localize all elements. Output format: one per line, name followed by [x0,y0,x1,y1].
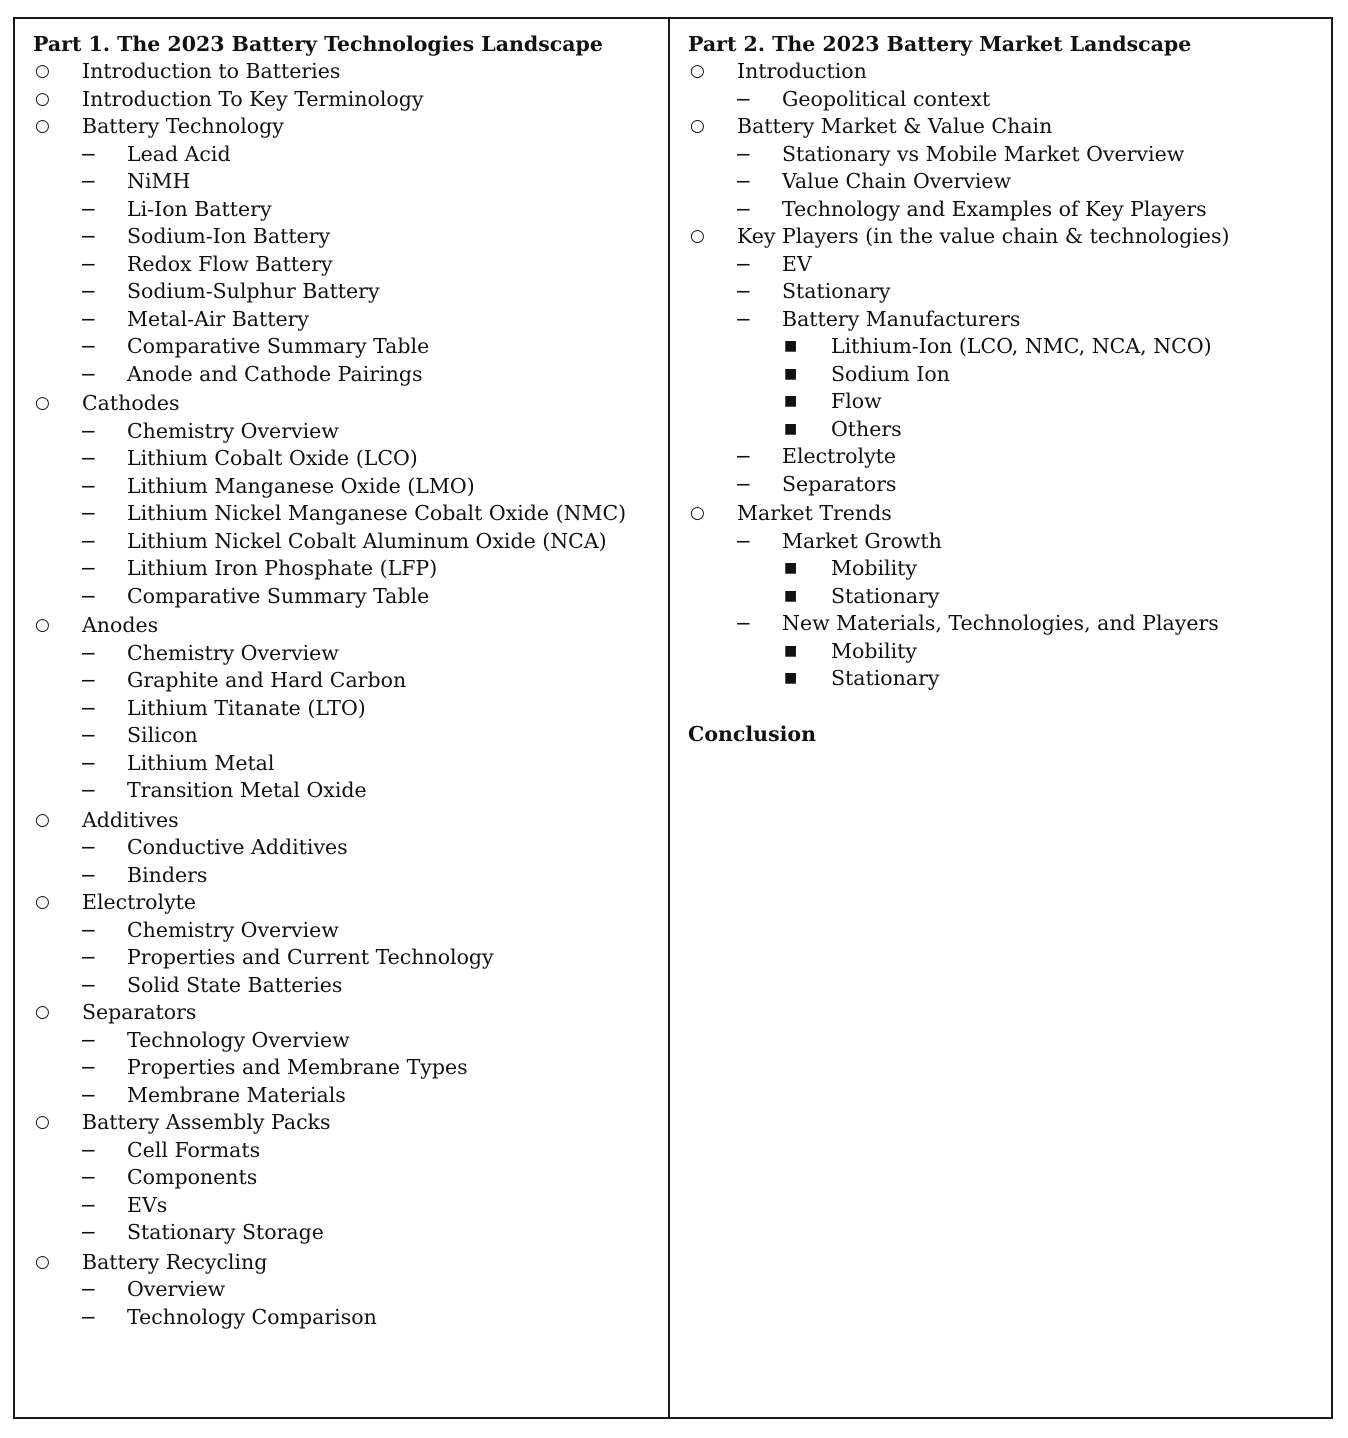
subsection-list [33,1137,668,1247]
subsection-item [80,168,668,196]
subsection-list [688,141,1331,224]
subsection-item [735,278,1331,306]
subsection-label: Lithium Cobalt Oxide (LCO) [127,446,418,470]
circle-bullet-icon: ○ [690,61,705,81]
subsection-list [33,1276,668,1331]
dash-bullet-icon: − [80,945,97,969]
subsection-list [33,834,668,889]
subsubsection-item [735,665,1331,693]
section-label: Separators [82,1000,197,1024]
circle-bullet-icon: ○ [35,1251,50,1272]
subsection-item [80,583,668,611]
square-bullet-icon: ■ [784,670,798,686]
subsection-item [80,1054,668,1082]
subsection-label: Geopolitical context [782,86,991,111]
section-item [688,113,1331,141]
part2-list [688,58,1331,693]
subsubsection-item [735,361,1331,389]
subsection-item [80,777,668,805]
dash-bullet-icon: − [80,279,97,303]
section-item [33,612,668,640]
subsection-label: Conductive Additives [127,835,348,859]
dash-bullet-icon: − [80,473,97,498]
dash-bullet-icon: − [735,251,752,276]
subsection-label: Lithium Metal [127,750,275,775]
subsubsection-label: Mobility [831,556,917,580]
subsubsection-label: Others [831,416,902,441]
subsection-item [80,555,668,583]
dash-bullet-icon: − [80,528,97,553]
section-item [33,807,668,835]
subsection-list [688,86,1331,114]
part2-column [670,19,1331,1417]
square-bullet-icon: ■ [784,587,798,604]
dash-bullet-icon: − [80,778,97,802]
subsection-label: Lithium Manganese Oxide (LMO) [127,473,475,498]
subsection-item [80,473,668,501]
dash-bullet-icon: − [80,446,97,470]
subsection-item [80,750,668,778]
subsection-label: Lead Acid [127,141,231,166]
dash-bullet-icon: − [80,501,97,525]
dash-bullet-icon: − [80,1165,97,1189]
subsection-label: Redox Flow Battery [127,251,333,276]
section-label: Anodes [82,613,159,637]
square-bullet-icon: ■ [784,560,798,576]
dash-bullet-icon: − [735,611,752,635]
circle-bullet-icon: ○ [690,503,705,523]
subsection-label: Stationary vs Mobile Market Overview [782,141,1185,166]
subsection-list [688,251,1331,499]
subsection-list [33,418,668,611]
dash-bullet-icon: − [80,418,97,443]
subsubsection-label: Sodium Ion [831,361,950,386]
square-bullet-icon: ■ [784,338,798,354]
part1-title: Part 1. The 2023 Battery Technologies Landscape [33,32,603,56]
part2-title: Part 2. The 2023 Battery Market Landscape [688,32,1192,56]
dash-bullet-icon: − [80,169,97,193]
dash-bullet-icon: − [80,583,97,608]
subsection-item [80,640,668,668]
subsection-item [735,251,1331,279]
section-label: Introduction To Key Terminology [82,86,424,111]
subsection-item [80,445,668,473]
subsection-item [80,862,668,890]
subsection-item [735,168,1331,196]
subsection-label: Technology Comparison [127,1304,377,1329]
section-label: Market Trends [737,501,892,525]
subsubsection-label: Lithium-Ion (LCO, NMC, NCA, NCO) [831,334,1212,358]
subsubsection-label: Stationary [831,666,940,690]
part1-column [15,19,670,1417]
dash-bullet-icon: − [80,835,97,859]
subsection-item [80,333,668,361]
dash-bullet-icon: − [735,169,752,193]
subsection-item [735,196,1331,224]
subsection-item [80,1276,668,1304]
subsection-label: Technology Overview [127,1027,350,1052]
subsection-label: Sodium-Ion Battery [127,224,331,248]
subsection-item [80,361,668,389]
circle-bullet-icon: ○ [35,393,50,413]
subsection-label: Value Chain Overview [782,169,1012,193]
conclusion-heading: Conclusion [688,721,816,746]
subsubsection-item [735,388,1331,416]
subsection-item [80,141,668,169]
subsection-label: Stationary Storage [127,1220,324,1244]
subsection-label: Lithium Iron Phosphate (LFP) [127,556,438,580]
subsection-item [80,917,668,945]
circle-bullet-icon: ○ [690,226,705,246]
subsection-label: Solid State Batteries [127,972,343,997]
subsection-item [80,1219,668,1247]
section-item [688,223,1331,251]
dash-bullet-icon: − [80,1055,97,1079]
circle-bullet-icon: ○ [35,615,50,635]
subsection-list [33,1027,668,1110]
section-label: Electrolyte [82,890,197,914]
dash-bullet-icon: − [735,196,752,221]
subsection-label: Silicon [127,723,198,747]
subsection-item [80,223,668,251]
section-label: Battery Market & Value Chain [737,114,1053,138]
subsection-label: Stationary [782,279,891,303]
dash-bullet-icon: − [80,668,97,692]
dash-bullet-icon: − [80,1027,97,1052]
section-label: Key Players (in the value chain & technologies) [737,224,1230,248]
section-label: Additives [82,807,179,832]
square-bullet-icon: ■ [784,642,798,659]
subsection-list [33,917,668,1000]
subsection-item [80,1304,668,1332]
subsection-item [735,471,1331,499]
subsection-list [688,528,1331,693]
subsection-item [735,610,1331,638]
subsection-label: Battery Manufacturers [782,306,1021,331]
circle-bullet-icon: ○ [35,892,50,912]
subsection-item [80,972,668,1000]
subsection-item [80,418,668,446]
section-item [688,500,1331,528]
circle-bullet-icon: ○ [690,116,705,136]
dash-bullet-icon: − [80,141,97,166]
dash-bullet-icon: − [80,750,97,775]
dash-bullet-icon: − [80,1304,97,1329]
section-item [33,390,668,418]
section-item [33,1109,668,1137]
dash-bullet-icon: − [735,279,752,303]
dash-bullet-icon: − [80,917,97,942]
dash-bullet-icon: − [735,528,752,553]
dash-bullet-icon: − [80,723,97,747]
dash-bullet-icon: − [80,1220,97,1244]
section-label: Battery Recycling [82,1249,268,1274]
subsection-label: Lithium Nickel Manganese Cobalt Oxide (NMC) [127,501,627,525]
dash-bullet-icon: − [80,640,97,665]
dash-bullet-icon: − [80,251,97,276]
section-label: Introduction to Batteries [82,59,341,83]
subsection-label: Sodium-Sulphur Battery [127,279,380,303]
dash-bullet-icon: − [80,1082,97,1107]
subsection-label: Chemistry Overview [127,640,339,665]
subsection-label: Components [127,1165,258,1189]
subsection-label: Electrolyte [782,444,897,468]
dash-bullet-icon: − [80,1277,97,1301]
subsubsection-item [735,416,1331,444]
subsubsection-label: Mobility [831,638,917,663]
subsection-item [80,1137,668,1165]
subsection-item [735,306,1331,334]
dash-bullet-icon: − [80,1192,97,1217]
subsection-label: Transition Metal Oxide [127,778,367,802]
subsection-item [80,251,668,279]
subsection-item [80,722,668,750]
circle-bullet-icon: ○ [35,116,50,136]
subsection-item [80,306,668,334]
subsubsection-label: Flow [831,389,882,413]
dash-bullet-icon: − [80,361,97,386]
subsection-label: Comparative Summary Table [127,583,430,608]
subsection-label: Chemistry Overview [127,917,339,942]
subsection-label: Separators [782,471,897,496]
subsection-label: Membrane Materials [127,1082,346,1107]
square-bullet-icon: ■ [784,365,798,382]
section-item [688,58,1331,86]
section-item [33,86,668,114]
dash-bullet-icon: − [80,862,97,887]
square-bullet-icon: ■ [784,393,798,409]
subsection-item [735,528,1331,556]
subsection-label: Chemistry Overview [127,418,339,443]
subsection-label: Li-Ion Battery [127,196,272,221]
subsection-label: NiMH [127,169,191,193]
subsection-label: Lithium Titanate (LTO) [127,695,366,720]
subsection-label: Metal-Air Battery [127,306,310,331]
section-item [33,889,668,917]
section-label: Battery Assembly Packs [82,1110,331,1134]
subsection-label: Technology and Examples of Key Players [782,196,1207,221]
dash-bullet-icon: − [80,695,97,720]
circle-bullet-icon: ○ [35,809,50,830]
dash-bullet-icon: − [80,196,97,221]
subsubsection-item [735,333,1331,361]
subsection-item [735,86,1331,114]
dash-bullet-icon: − [735,444,752,468]
dash-bullet-icon: − [735,141,752,166]
circle-bullet-icon: ○ [35,1112,50,1132]
section-label: Cathodes [82,391,180,415]
subsection-item [80,1164,668,1192]
subsubsection-item [735,583,1331,611]
circle-bullet-icon: ○ [35,88,50,109]
dash-bullet-icon: − [80,334,97,358]
subsection-label: Graphite and Hard Carbon [127,668,407,692]
dash-bullet-icon: − [80,1137,97,1162]
subsection-label: Binders [127,862,208,887]
subsection-item [80,1027,668,1055]
dash-bullet-icon: − [80,224,97,248]
subsubsection-label: Stationary [831,583,940,608]
subsection-list [33,141,668,389]
subsection-item [735,443,1331,471]
subsection-label: Properties and Membrane Types [127,1055,468,1079]
subsection-label: Properties and Current Technology [127,945,494,969]
square-bullet-icon: ■ [784,420,798,437]
subsection-item [80,278,668,306]
subsection-label: New Materials, Technologies, and Players [782,611,1219,635]
subsection-label: Comparative Summary Table [127,334,430,358]
dash-bullet-icon: − [735,471,752,496]
section-item [33,113,668,141]
subsection-label: Lithium Nickel Cobalt Aluminum Oxide (NCA) [127,528,607,553]
section-item [33,58,668,86]
section-item [33,1249,668,1277]
dash-bullet-icon: − [80,306,97,331]
subsection-label: Overview [127,1277,226,1301]
dash-bullet-icon: − [80,556,97,580]
subsection-item [80,1192,668,1220]
contents-table [13,17,1333,1419]
part1-list [33,58,668,1331]
subsection-list [33,640,668,805]
subsection-label: EV [782,251,812,276]
subsection-item [80,834,668,862]
subsection-label: Market Growth [782,528,942,553]
dash-bullet-icon: − [80,972,97,997]
subsection-item [80,528,668,556]
circle-bullet-icon: ○ [35,61,50,81]
subsubsection-item [735,638,1331,666]
subsection-item [80,695,668,723]
section-item [33,999,668,1027]
subsection-item [80,667,668,695]
dash-bullet-icon: − [735,306,752,331]
subsection-item [80,1082,668,1110]
subsection-label: Cell Formats [127,1137,261,1162]
subsection-item [80,944,668,972]
section-label: Battery Technology [82,114,284,138]
subsection-label: EVs [127,1192,168,1217]
circle-bullet-icon: ○ [35,1002,50,1022]
dash-bullet-icon: − [735,86,752,111]
subsection-item [735,141,1331,169]
subsubsection-item [735,555,1331,583]
subsection-label: Anode and Cathode Pairings [127,361,423,386]
subsection-item [80,500,668,528]
section-label: Introduction [737,59,867,83]
subsection-item [80,196,668,224]
